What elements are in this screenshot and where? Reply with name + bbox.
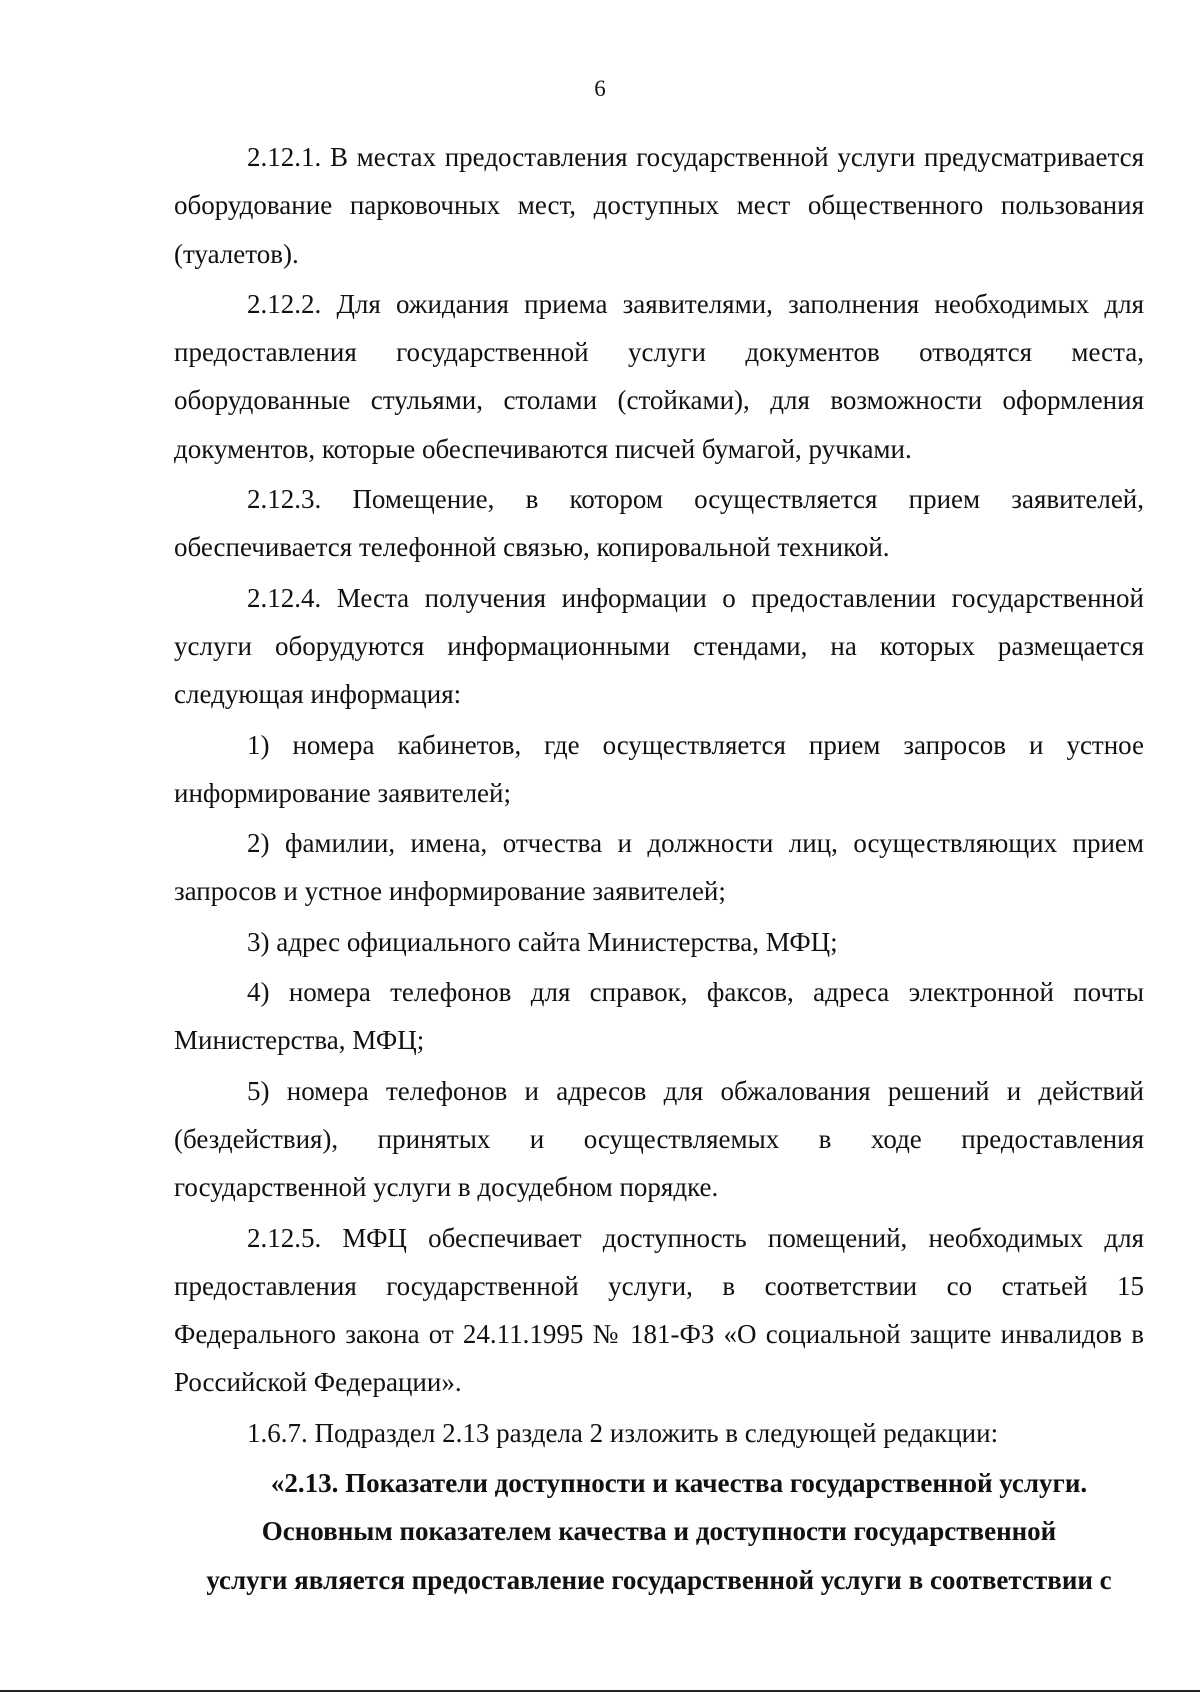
paragraph-2-12-3: 2.12.3. Помещение, в котором осуществляется прием заявителей, обеспечивается телефонной связью, копировальной техникой. <box>174 484 1144 563</box>
bottom-rule <box>0 1690 1200 1692</box>
list-item-5: 5) номера телефонов и адресов для обжалования решений и действий (бездействия), принятых и осуществляемых в ходе предоставления государственной услуги в досудебном порядке. <box>174 1075 1144 1203</box>
page-number: 6 <box>594 76 606 101</box>
paragraph-1-6-7: 1.6.7. Подраздел 2.13 раздела 2 изложить в следующей редакции: <box>247 1417 999 1448</box>
paragraph-2-12-4: 2.12.4. Места получения информации о предоставлении государственной услуги оборудуются информационными стендами, на которых размещается следующая информация: <box>174 582 1144 710</box>
paragraph-2-12-5: 2.12.5. МФЦ обеспечивает доступность помещений, необходимых для предоставления государственной услуги, в соответствии со статьей 15 Федерального закона от 24.11.1995 № 181-ФЗ «О социальной защите инвалидов в Российской Федерации». <box>174 1222 1144 1398</box>
list-item-2: 2) фамилии, имена, отчества и должности лиц, осуществляющих прием запросов и устное информирование заявителей; <box>174 828 1144 907</box>
paragraph-2-12-1: 2.12.1. В местах предоставления государственной услуги предусматривается оборудование парковочных мест, доступных мест общественного пользования (туалетов). <box>174 142 1144 269</box>
paragraph-2-12-2: 2.12.2. Для ожидания приема заявителями, заполнения необходимых для предоставления государственной услуги документов отводятся места, оборудованные стульями, столами (стойками), для возможности оформления документов, которые обеспечиваются писчей бумагой, ручками. <box>174 288 1144 464</box>
bold-heading-line-2: услуги является предоставление государственной услуги в соответствии с <box>206 1564 1112 1595</box>
section-heading-2-13: «2.13. Показатели доступности и качества государственной услуги. <box>270 1468 1088 1499</box>
list-item-1: 1) номера кабинетов, где осуществляется прием запросов и устное информирование заявителей; <box>174 729 1144 808</box>
bold-heading-line-1: Основным показателем качества и доступности государственной <box>261 1516 1057 1547</box>
list-item-3: 3) адрес официального сайта Министерства, МФЦ; <box>247 926 838 957</box>
list-item-4: 4) номера телефонов для справок, факсов, адреса электронной почты Министерства, МФЦ; <box>174 977 1144 1056</box>
document-body <box>174 133 1144 1604</box>
